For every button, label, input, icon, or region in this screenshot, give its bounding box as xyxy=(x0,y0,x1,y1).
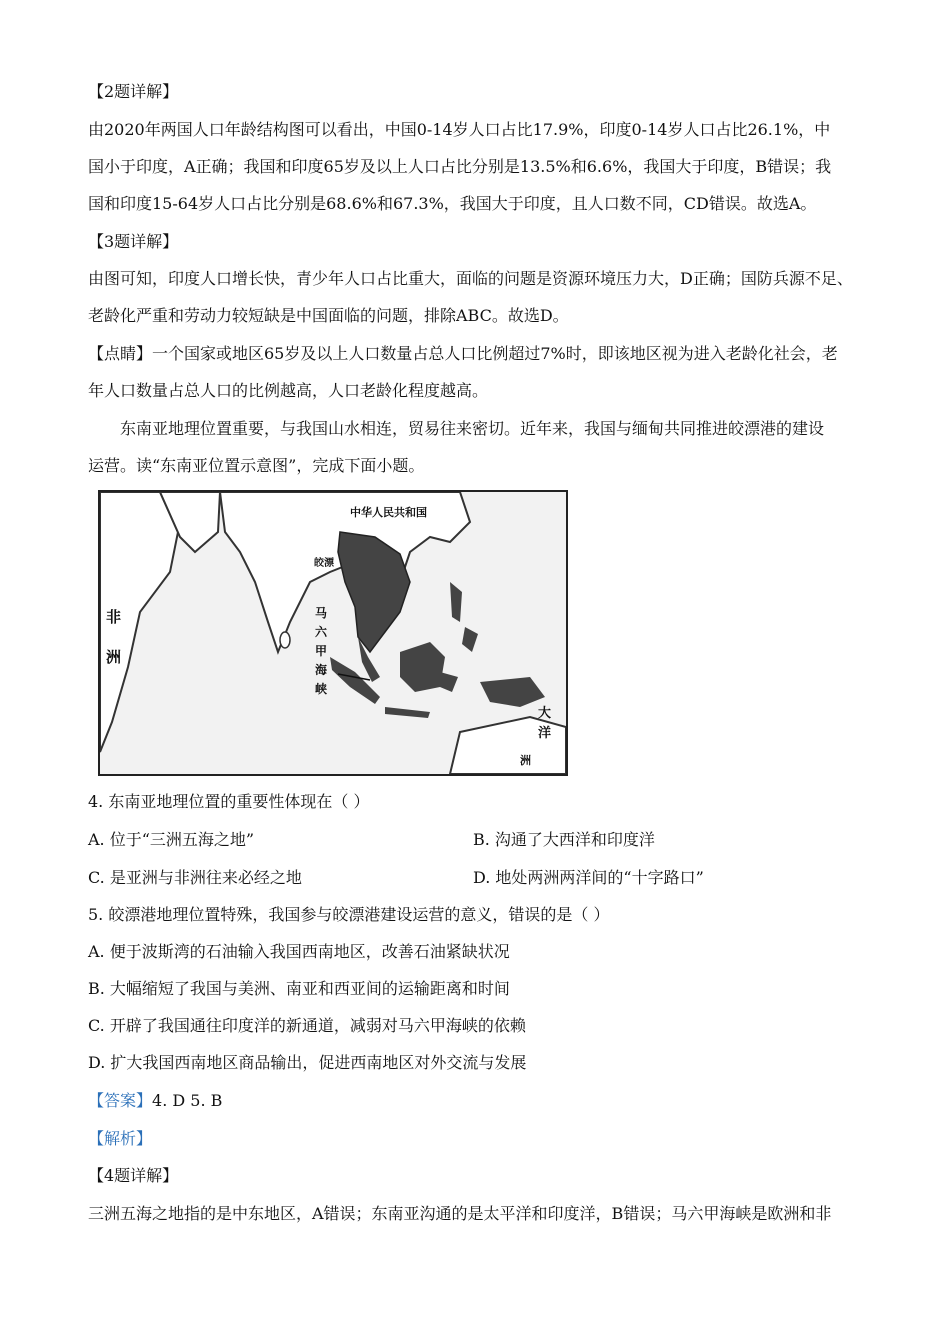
kyaukpyu-label: 皎漂 xyxy=(314,558,334,569)
q5-stem: 5. 皎漂港地理位置特殊，我国参与皎漂港建设运营的意义，错误的是（ ） xyxy=(88,905,610,924)
paragraph-line: 三洲五海之地指的是中东地区，A错误；东南亚沟通的是太平洋和印度洋，B错误；马六甲海峡是欧洲和非 xyxy=(88,1204,832,1223)
q5-option-c: C. 开辟了我国通往印度洋的新通道，减弱对马六甲海峡的依赖 xyxy=(88,1016,526,1035)
africa-label-char: 洲 xyxy=(106,648,122,666)
q5-option-b: B. 大幅缩短了我国与美洲、南亚和西亚间的运输距离和时间 xyxy=(88,979,510,998)
paragraph-line: 年人口数量占总人口的比例越高，人口老龄化程度越高。 xyxy=(88,381,489,400)
paragraph-line: 国和印度15-64岁人口占比分别是68.6%和67.3%，我国大于印度，且人口数不同，CD错误。故选A。 xyxy=(88,194,817,213)
q4-stem: 4. 东南亚地理位置的重要性体现在（ ） xyxy=(88,792,370,811)
paragraph-line: 由2020年两国人口年龄结构图可以看出，中国0-14岁人口占比17.9%，印度0-14岁人口占比26.1%，中 xyxy=(88,120,831,139)
answer-text: 4. D 5. B xyxy=(152,1091,223,1110)
intro-paragraph: 东南亚地理位置重要，与我国山水相连，贸易往来密切。近年来，我国与缅甸共同推进皎漂港的建设 xyxy=(120,419,825,438)
q3-detail-heading: 【3题详解】 xyxy=(88,232,179,251)
q2-detail-heading: 【2题详解】 xyxy=(88,82,179,101)
q4-option-c: C. 是亚洲与非洲往来必经之地 xyxy=(88,868,302,887)
ocean-label-char: 洲 xyxy=(520,754,531,767)
paragraph-line: 国小于印度，A正确；我国和印度65岁及以上人口占比分别是13.5%和6.6%，我国大于印度，B错误；我 xyxy=(88,157,832,176)
q4-detail-heading: 【4题详解】 xyxy=(88,1166,179,1185)
q5-option-a: A. 便于波斯湾的石油输入我国西南地区，改善石油紧缺状况 xyxy=(88,942,510,961)
ocean-label-char: 洋 xyxy=(538,726,552,741)
africa-label-char: 非 xyxy=(106,608,122,626)
map-drawing xyxy=(100,492,566,774)
q4-option-b: B. 沟通了大西洋和印度洋 xyxy=(473,830,655,849)
q5-option-d: D. 扩大我国西南地区商品输出，促进西南地区对外交流与发展 xyxy=(88,1053,527,1072)
analysis-heading: 【解析】 xyxy=(88,1129,153,1148)
ocean-label-char: 大 xyxy=(538,706,552,721)
malacca-label-char: 峡 xyxy=(315,682,328,696)
answer-tag: 【答案】 xyxy=(88,1091,153,1110)
malacca-label-char: 甲 xyxy=(315,644,328,658)
q4-option-a: A. 位于“三洲五海之地” xyxy=(88,830,255,849)
tip-paragraph: 【点睛】一个国家或地区65岁及以上人口数量占总人口比例超过7%时，即该地区视为进入老龄化社会，老 xyxy=(88,344,838,363)
malacca-label-char: 马 xyxy=(315,606,328,620)
answer-line xyxy=(88,1091,222,1111)
malacca-label-char: 海 xyxy=(315,663,328,677)
q4-option-d: D. 地处两洲两洋间的“十字路口” xyxy=(473,868,704,887)
paragraph-line: 由图可知，印度人口增长快，青少年人口占比重大，面临的问题是资源环境压力大，D正确；国防兵源不足、 xyxy=(88,269,853,288)
malacca-label-char: 六 xyxy=(315,625,328,639)
southeast-asia-map xyxy=(98,490,568,776)
paragraph-line: 运营。读“东南亚位置示意图”，完成下面小题。 xyxy=(88,456,425,475)
china-label: 中华人民共和国 xyxy=(350,506,427,519)
paragraph-line: 老龄化严重和劳动力较短缺是中国面临的问题，排除ABC。故选D。 xyxy=(88,306,569,325)
